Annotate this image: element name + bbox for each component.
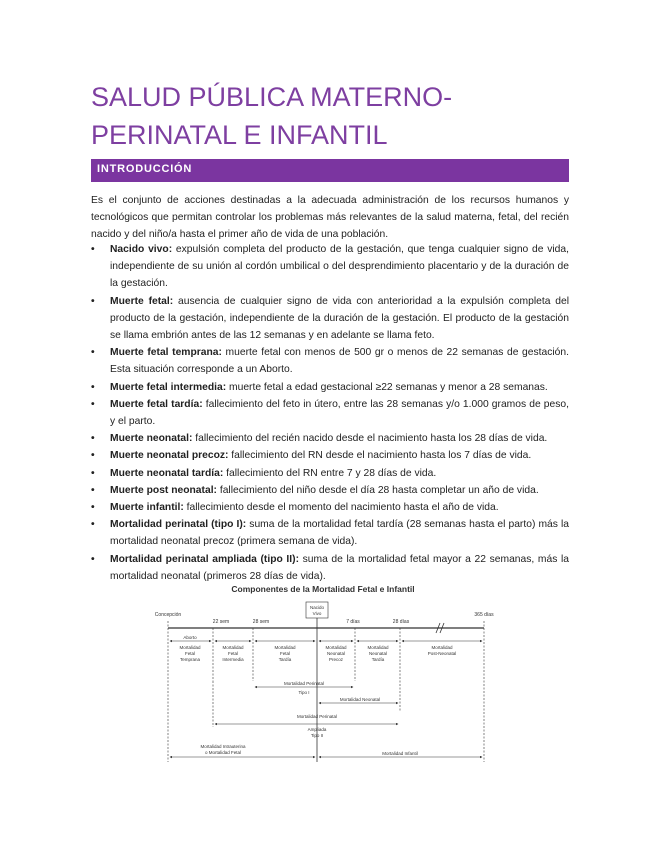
intro-paragraph: Es el conjunto de acciones destinadas a la adecuada administración de los recursos humanos y tecnológicos que permitan controlar los problemas más relevantes de la salud materna, fetal, del recién nacido y del niño/a hasta el primer año de vida de una población. (91, 195, 569, 241)
segment-6-line-1: Mortalidad (431, 645, 453, 650)
segment-aborto: Aborto (183, 635, 197, 640)
definition-muerte-post-neonatal: • Muerte post neonatal: fallecimiento del niño desde el día 28 hasta completar un año de vida. (91, 482, 569, 499)
label-22-sem: 22 sem (212, 619, 230, 625)
definition-mortalidad-perinatal-2: • Mortalidad perinatal ampliada (tipo II): suma de la mortalidad fetal mayor a 22 semanas, más la mortalidad neonatal (primeros 28 días de vida). (91, 551, 569, 585)
definitions-list (91, 241, 569, 585)
definition-nacido-vivo: • Nacido vivo: expulsión completa del producto de la gestación, que tenga cualquier signo de vida, independiente de su unión al cordón umbilical o del desprendimiento placentario y de la duración de la gestación. (91, 241, 569, 293)
segment-1-line-1: Mortalidad (179, 645, 201, 650)
label-concepcion: Concepción (154, 612, 182, 618)
segment-3-line-3: Tardía (278, 657, 292, 662)
definition-mortalidad-perinatal-1: • Mortalidad perinatal (tipo I): suma de la mortalidad fetal tardía (28 semanas hasta el parto) más la mortalidad neonatal precoz (primera semana de vida). (91, 516, 569, 550)
segment-4-line-2: Neonatal (326, 651, 346, 656)
segment-4-line-1: Mortalidad (325, 645, 347, 650)
definition-muerte-neonatal-precoz: • Muerte neonatal precoz: fallecimiento del RN desde el nacimiento hasta los 7 días de vida. (91, 447, 569, 464)
band-infantil: Mortalidad Infantil (382, 751, 418, 756)
definition-muerte-fetal: • Muerte fetal: ausencia de cualquier signo de vida con anterioridad a la expulsión completa del producto de la gestación, independiente de la duración de la gestación. El producto de la gestación se llama embrión antes de las 12 semanas y en adelante se llama feto. (91, 293, 569, 345)
label-365-dias: 365 días (474, 612, 494, 618)
segment-1-line-2: Fetal (184, 651, 196, 656)
segment-2-line-2: Fetal (227, 651, 239, 656)
segment-5-line-2: Neonatal (368, 651, 388, 656)
segment-2-line-1: Mortalidad (222, 645, 244, 650)
label-28-sem: 28 sem (252, 619, 270, 625)
segment-1-line-3: Temprana (179, 657, 201, 662)
nacido-vivo-label-1: Nacido (309, 605, 325, 610)
definition-muerte-fetal-temprana: • Muerte fetal temprana: muerte fetal con menos de 500 gr o menos de 22 semanas de gestación. Esta situación corresponde a un Aborto. (91, 344, 569, 378)
definition-muerte-neonatal-tardia: • Muerte neonatal tardía: fallecimiento del RN entre 7 y 28 días de vida. (91, 465, 569, 482)
section-title: INTRODUCCIÓN (97, 163, 193, 175)
segment-5-line-3: Tardía (371, 657, 385, 662)
band-intrauterina-line-1: Mortalidad Intrauterina (200, 744, 246, 749)
band-perinatal-2-line-3: Tipo II (310, 733, 324, 738)
segment-5-line-1: Mortalidad (367, 645, 389, 650)
segment-3-line-1: Mortalidad (274, 645, 296, 650)
label-7-dias: 7 días (346, 619, 360, 625)
definition-muerte-fetal-tardia: • Muerte fetal tardía: fallecimiento del feto in útero, entre las 28 semanas y/o 1.000 gramos de peso, y el parto. (91, 396, 569, 430)
page-title: SALUD PÚBLICA MATERNO-PERINATAL E INFANTIL (91, 82, 453, 150)
diagram-title: Componentes de la Mortalidad Fetal e Infantil (231, 584, 415, 594)
nacido-vivo-label-2: Vivo (312, 611, 322, 616)
section-header (91, 159, 569, 182)
band-perinatal-1-line-1: Mortalidad Perinatal (283, 681, 325, 686)
band-perinatal-2-line-1: Mortalidad Perinatal (296, 714, 338, 719)
band-perinatal-1-line-2: Tipo I (298, 690, 310, 695)
definition-muerte-neonatal: • Muerte neonatal: fallecimiento del recién nacido desde el nacimiento hasta los 28 días de vida. (91, 430, 569, 447)
label-28-dias: 28 días (392, 619, 410, 625)
definition-muerte-fetal-intermedia: • Muerte fetal intermedia: muerte fetal a edad gestacional ≥22 semanas y menor a 28 semanas. (91, 379, 569, 396)
mortality-components-diagram (148, 581, 508, 776)
segment-2-line-3: Intermedia (222, 657, 244, 662)
band-intrauterina-line-2: o Mortalidad Fetal (204, 750, 242, 755)
segment-4-line-3: Precoz (328, 657, 344, 662)
definition-muerte-infantil: • Muerte infantil: fallecimiento desde el momento del nacimiento hasta el año de vida. (91, 499, 569, 516)
band-perinatal-2-line-2: Ampliada (307, 727, 327, 732)
segment-6-line-2: Post-Neonatal (427, 651, 457, 656)
band-neonatal: Mortalidad Neonatal (339, 697, 381, 702)
segment-3-line-2: Fetal (279, 651, 291, 656)
